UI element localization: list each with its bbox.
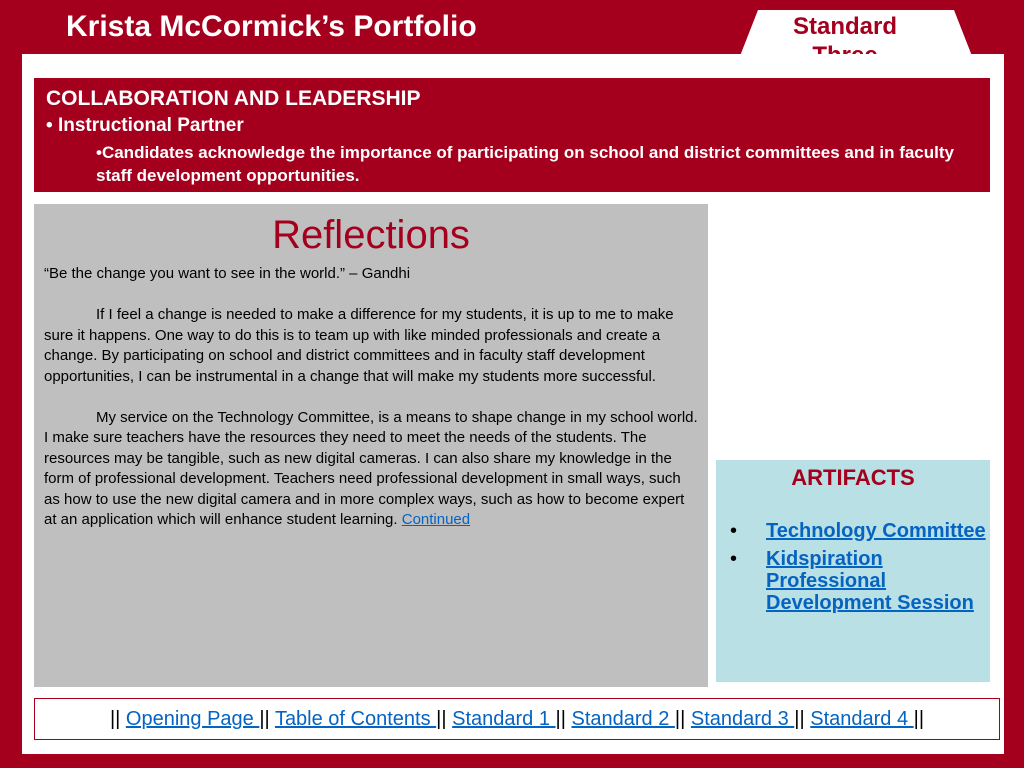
standard-tab-label: Standard bbox=[792, 13, 897, 40]
nav-separator: || bbox=[259, 708, 270, 730]
nav-link-standard-3[interactable]: Standard 3 bbox=[690, 708, 795, 730]
nav-link-standard-1[interactable]: Standard 1 bbox=[452, 708, 556, 730]
continued-link[interactable]: Continued bbox=[401, 511, 471, 528]
portfolio-title: Krista McCormick’s Portfolio bbox=[66, 10, 477, 43]
reflection-paragraph-1 bbox=[44, 305, 698, 387]
nav-separator: || bbox=[913, 708, 925, 730]
standard-heading: COLLABORATION AND LEADERSHIP bbox=[46, 87, 421, 110]
nav-separator: || bbox=[794, 708, 805, 730]
reflection-paragraph-1-text: If I feel a change is needed to make a difference for my students, it is up to me to make sure it happens. One way to do this is to team up with like minded professionals and create a change. By participating on school and district committees and in faculty staff development opportunities, I can be instrumental in a change that will make my students more successful. bbox=[44, 306, 674, 385]
reflection-paragraph-2-text: My service on the Technology Committee, is a means to shape change in my school world. I make sure teachers have the resources they need to meet the needs of the students. The resources may be tangible, such as new digital cameras. I can also share my knowledge in the form of professional development. Teachers need professional development in small ways, such as how to use the new digital camera and in more complex ways, such as how to become expert at an application which will enhance student learning. bbox=[44, 408, 698, 528]
reflections-body bbox=[44, 264, 698, 531]
standard-description bbox=[96, 141, 980, 187]
standard-subheading-text: Instructional Partner bbox=[57, 115, 244, 136]
reflections-panel bbox=[34, 204, 708, 687]
nav-separator: || bbox=[674, 708, 686, 730]
artifacts-list bbox=[716, 520, 990, 614]
nav-link-standard-4[interactable]: Standard 4 bbox=[810, 708, 914, 730]
nav-link-standard-2[interactable]: Standard 2 bbox=[571, 708, 675, 730]
standard-subheading bbox=[46, 114, 980, 138]
bullet-icon: • bbox=[96, 143, 102, 162]
bullet-icon: • bbox=[730, 520, 738, 542]
kidspiration-session-link[interactable]: Kidspiration Professional Development Session bbox=[766, 548, 974, 614]
artifacts-title: ARTIFACTS bbox=[791, 465, 915, 490]
technology-committee-link[interactable]: Technology Committee bbox=[766, 520, 986, 542]
reflections-title: Reflections bbox=[272, 213, 470, 257]
bullet-icon: • bbox=[46, 115, 53, 136]
nav-separator: || bbox=[109, 708, 121, 730]
reflection-paragraph-2 bbox=[44, 408, 698, 531]
nav-link-table-of-contents[interactable]: Table of Contents bbox=[274, 708, 437, 730]
nav-separator: || bbox=[555, 708, 566, 730]
artifact-item-technology-committee bbox=[716, 520, 990, 542]
standard-description-text: Candidates acknowledge the importance of participating on school and district committees and in faculty staff development opportunities. bbox=[96, 143, 954, 185]
bullet-icon: • bbox=[730, 548, 738, 570]
nav-separator: || bbox=[436, 708, 447, 730]
navigation-bar bbox=[34, 698, 1000, 740]
nav-link-opening-page[interactable]: Opening Page bbox=[125, 708, 260, 730]
standard-description-box bbox=[34, 78, 990, 192]
artifacts-panel bbox=[716, 460, 990, 682]
gandhi-quote: “Be the change you want to see in the world.” – Gandhi bbox=[44, 265, 411, 282]
artifact-item-kidspiration bbox=[716, 548, 990, 614]
